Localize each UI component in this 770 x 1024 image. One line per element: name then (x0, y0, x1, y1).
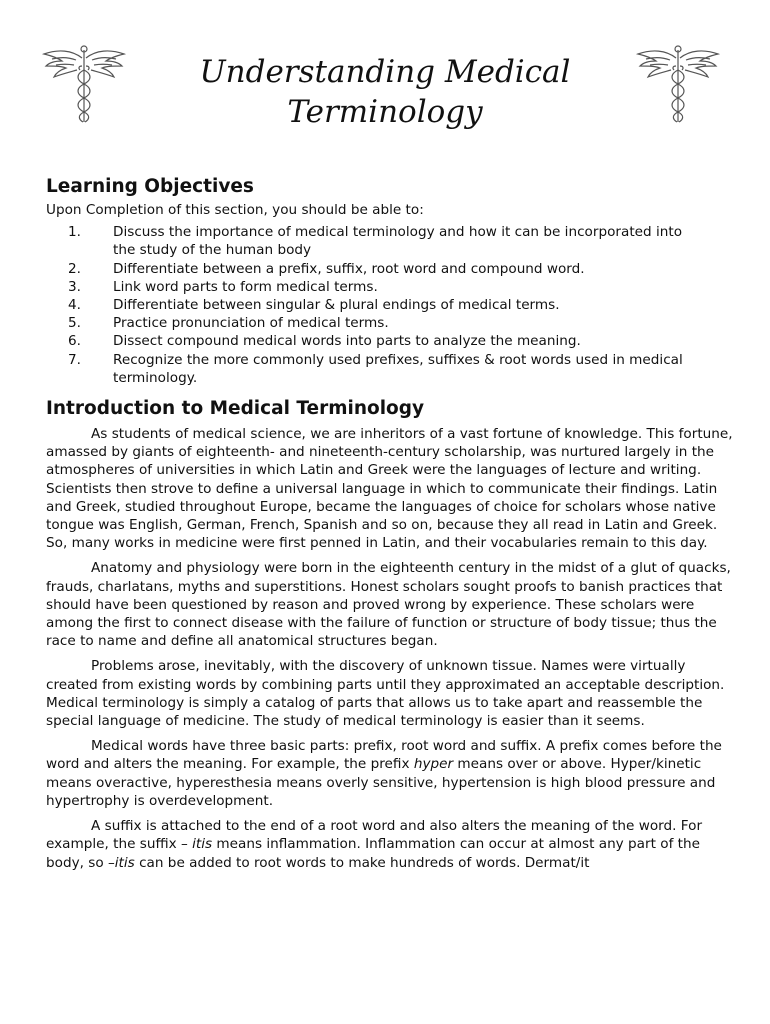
list-item (46, 314, 736, 332)
list-item-number: 5. (68, 315, 81, 332)
list-item-number: 4. (68, 297, 81, 314)
page-title-line-1: Understanding Medical (199, 54, 571, 90)
intro-paragraph-1: As students of medical science, we are inheritors of a vast fortune of knowledge. This fortune, amassed by giants of eighteenth- and nineteenth-century scholarship, was nurtured largely in the atmospheres of universities in which Latin and Greek were the languages of lecture and writing. Scientists then strove to define a universal language in which to communicate their findings. Latin and Greek, studied throughout Europe, became the languages of choice for scholars whose native tongue was English, German, French, Spanish and so on, because they all read in Latin and Greek. So, many works in medicine were first penned in Latin, and their vocabularies remain to this day. (46, 426, 733, 552)
intro-paragraph-3: Problems arose, inevitably, with the discovery of unknown tissue. Names were virtually created from existing words by combining parts until they approximated an acceptable description. Medical terminology is simply a catalog of parts that allows us to take apart and reassemble the special language of medicine. The study of medical terminology is easier than it seems. (46, 658, 725, 730)
intro-paragraph-5 (46, 817, 736, 872)
list-item-text: Recognize the more commonly used prefixes, suffixes & root words used in medical terminology. (113, 351, 683, 386)
list-item-text: Discuss the importance of medical terminology and how it can be incorporated into the study of the human body (113, 224, 683, 259)
list-item-number: 1. (68, 224, 81, 241)
list-item (46, 260, 736, 278)
caduceus-icon-right-graphic (630, 40, 726, 126)
suffix-term: itis (114, 854, 135, 871)
suffix-term: itis (192, 836, 213, 853)
list-item-number: 2. (68, 260, 81, 277)
list-item-text: Dissect compound medical words into parts to analyze the meaning. (113, 333, 581, 350)
caduceus-icon (36, 40, 132, 126)
prefix-term: hyper (413, 756, 454, 773)
caduceus-icon-left-graphic (36, 40, 132, 126)
learning-objectives-heading: Learning Objectives (46, 176, 254, 197)
paragraph-text: means inflammation. Inflammation can occur at almost any part of the body, so – (46, 836, 700, 871)
page-title (140, 52, 630, 132)
list-item (46, 296, 736, 314)
list-item-number: 7. (68, 351, 81, 368)
paragraph-text: means over or above. Hyper/kinetic means overactive, hyperesthesia means overly sensitive, hypertension is high blood pressure and hypertrophy is overdevelopment. (46, 756, 716, 809)
list-item-text: Differentiate between a prefix, suffix, root word and compound word. (113, 260, 585, 277)
introduction-heading: Introduction to Medical Terminology (46, 398, 425, 420)
intro-paragraph-4 (46, 737, 736, 810)
list-item-number: 6. (68, 333, 81, 350)
document-body (46, 175, 736, 879)
list-item (46, 278, 736, 296)
objectives-list (46, 223, 736, 387)
list-item-text: Link word parts to form medical terms. (113, 278, 378, 295)
list-item (46, 351, 736, 387)
caduceus-icon (630, 40, 726, 126)
paragraph-text: can be added to root words to make hundreds of words. Dermat/it (134, 854, 590, 871)
list-item-text: Practice pronunciation of medical terms. (113, 315, 389, 332)
paragraph-text: Medical words have three basic parts: prefix, root word and suffix. A prefix comes before the word and alters the meaning. For example, the prefix (46, 738, 722, 773)
list-item (46, 332, 736, 350)
intro-paragraph-2: Anatomy and physiology were born in the eighteenth century in the midst of a glut of quacks, frauds, charlatans, myths and superstitions. Honest scholars sought proofs to banish practices that should have been questioned by reason and proved wrong by experience. These scholars were among the first to connect disease with the failure of function or structure of body tissue; thus the race to name and define all anatomical structures began. (46, 560, 731, 650)
page-title-line-2: Terminology (287, 94, 483, 130)
list-item (46, 223, 736, 259)
objectives-lead: Upon Completion of this section, you should be able to: (46, 202, 424, 218)
list-item-text: Differentiate between singular & plural endings of medical terms. (113, 297, 560, 314)
paragraph-text: A suffix is attached to the end of a root word and also alters the meaning of the word. For example, the suffix – (46, 818, 703, 853)
list-item-number: 3. (68, 278, 81, 295)
